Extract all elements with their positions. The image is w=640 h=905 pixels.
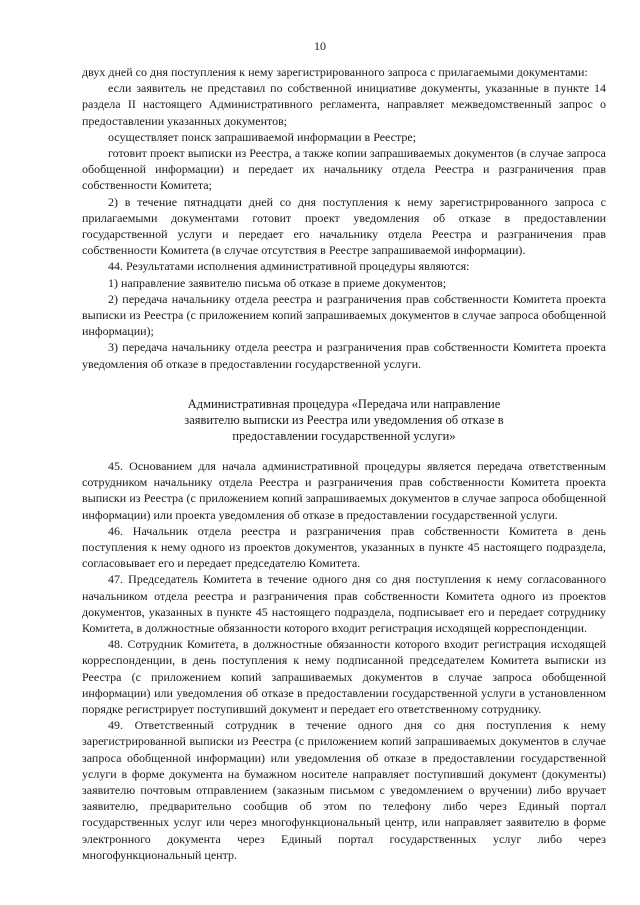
paragraph: 49. Ответственный сотрудник в течение одного дня со дня поступления к нему зарегистрированной выписки из Реестра (с приложением копий запрашиваемых документов в случае запроса обобщенной информации) или уведомления об отказе в предоставлении государственной услуги в форме документа на бумажном носителе направляет поступивший документ (документы) заявителю почтовым отправлением (заказным письмом с уведомлением о вручении) либо вручает заявителю, предварительно сообщив об этом по телефону либо через Единый портал государственных услуг или через многофункциональный центр, или направляет заявителю в форме электронного документа через Единый портал государственных услуг либо через многофункциональный центр. [82, 718, 606, 862]
section-heading-line: заявителю выписки из Реестра или уведомления об отказе в [184, 413, 504, 427]
section-heading-line: Административная процедура «Передача или направление [187, 397, 501, 411]
paragraph: двух дней со дня поступления к нему зарегистрированного запроса с прилагаемыми документами: [82, 65, 588, 79]
paragraph: осуществляет поиск запрашиваемой информации в Реестре; [108, 129, 417, 144]
paragraph: готовит проект выписки из Реестра, а также копии запрашиваемых документов (в случае запроса обобщенной информации) и передает их начальнику отдела Реестра и разграничения прав собственности Комитета; [82, 146, 606, 193]
section-heading [82, 396, 606, 444]
paragraph: 2) в течение пятнадцати дней со дня поступления к нему зарегистрированного запроса с прилагаемыми документами готовит проект уведомления об отказе в предоставлении государственной услуги и передает его начальнику отдела Реестра и разграничения прав собственности Комитета (в случае отсутствия в Реестре запрашиваемой информации). [82, 194, 606, 258]
paragraph: 44. Результатами исполнения административной процедуры являются: [108, 259, 470, 274]
paragraph: 2) передача начальнику отдела реестра и разграничения прав собственности Комитета проекта выписки из Реестра (с приложением копий запрашиваемых документов в случае запроса обобщенной информации); [82, 291, 606, 339]
page-number: 10 [314, 39, 326, 53]
paragraph: 1) направление заявителю письма об отказе в приеме документов; [108, 275, 447, 290]
paragraph: 47. Председатель Комитета в течение одного дня со дня поступления к нему согласованного начальником отдела реестра и разграничения прав собственности Комитета одного из проектов документов, указанных в пункте 45 настоящего подраздела, подписывает его и передает сотруднику Комитета, в должностные обязанности которого входит регистрация исходящей корреспонденции. [82, 572, 606, 636]
paragraph: 3) передача начальнику отдела реестра и разграничения прав собственности Комитета проекта уведомления об отказе в предоставлении государственной услуги. [82, 340, 606, 371]
text-block-bottom [82, 458, 606, 863]
text-block-top [82, 64, 606, 372]
paragraph: 48. Сотрудник Комитета, в должностные обязанности которого входит регистрация исходящей корреспонденции, в день поступления к нему подписанной председателем Комитета выписки из Реестра (с приложением копий запрашиваемых документов в случае запроса обобщенной информации) или уведомления об отказе в предоставлении государственной услуги в установленном порядке регистрирует поступивший документ и передает его ответственному сотруднику. [82, 637, 606, 717]
paragraph: 45. Основанием для начала административной процедуры является передача ответственным сотрудником начальнику отдела Реестра и разграничения прав собственности Комитета проекта выписки из Реестра (с приложением копий запрашиваемых документов в случае запроса обобщенной информации) или проекта уведомления об отказе в предоставлении государственной услуги. [82, 459, 606, 522]
paragraph: если заявитель не представил по собственной инициативе документы, указанные в пункте 14 раздела II настоящего Административного регламента, направляет межведомственный запрос о предоставлении указанных документов; [82, 81, 606, 128]
paragraph: 46. Начальник отдела реестра и разграничения прав собственности Комитета в день поступления к нему одного из проектов документов, указанных в пункте 45 настоящего подраздела, согласовывает его и передает председателю Комитета. [82, 523, 606, 571]
section-heading-line: предоставлении государственной услуги» [232, 429, 456, 443]
